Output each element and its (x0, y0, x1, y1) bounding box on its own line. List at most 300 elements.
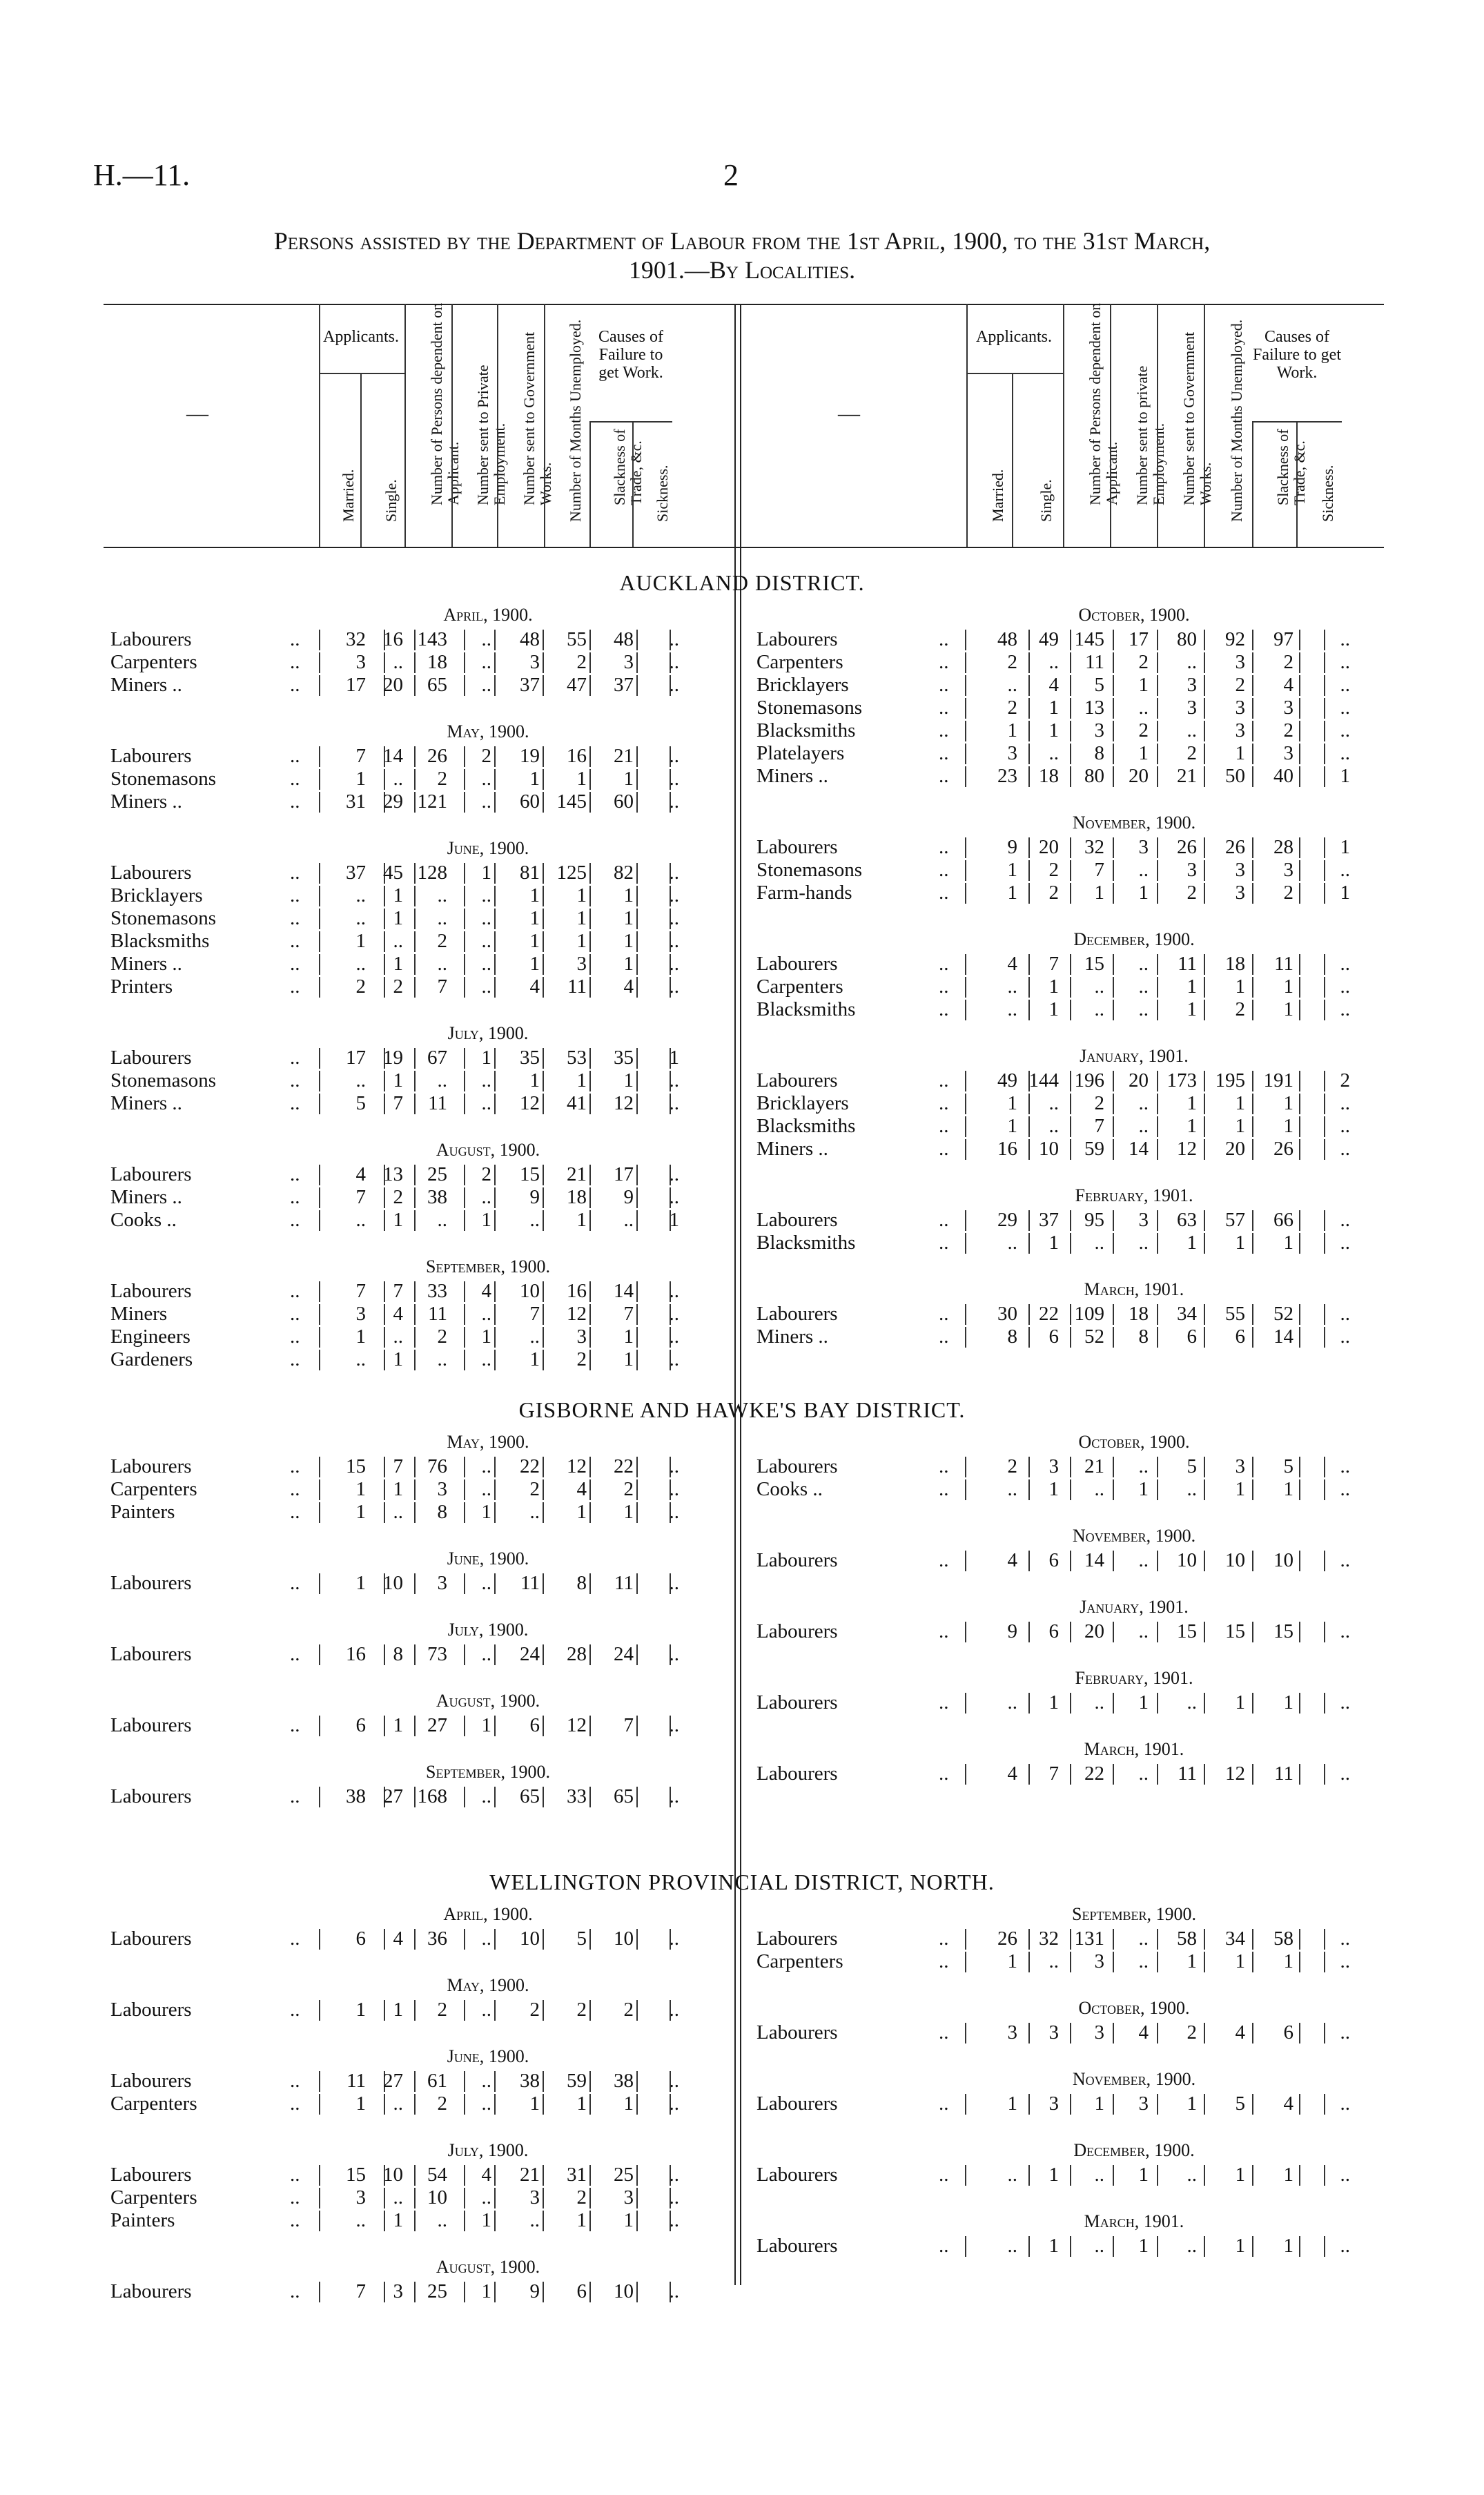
cell-rule (319, 1502, 320, 1523)
cell-value: 1 (1007, 859, 1017, 881)
cell-value: 59 (1084, 1138, 1104, 1160)
cell-value: 1 (1187, 1232, 1197, 1254)
table-row (0, 1303, 1484, 1326)
cell-value: .. (1094, 975, 1104, 998)
cell-value: 9 (1007, 1620, 1017, 1642)
cell-rule (1299, 2236, 1300, 2257)
cell-rule (1299, 1327, 1300, 1348)
cell-value: 1 (1283, 2235, 1293, 2257)
cell-value: 49 (1039, 628, 1059, 650)
cell-value: .. (1187, 651, 1197, 673)
cell-rule (319, 1048, 320, 1069)
cell-value: .. (669, 1186, 679, 1208)
row-leader-dots: .. (290, 1928, 300, 1950)
row-label: Bricklayers (756, 1092, 849, 1114)
table-row (0, 1950, 1484, 1973)
cell-value: 2 (576, 651, 587, 673)
month-heading (319, 1904, 657, 1925)
cell-value: 9 (529, 2280, 540, 2302)
row-leader-dots: .. (290, 1501, 300, 1523)
cell-rule (1299, 1000, 1300, 1020)
row-leader-dots: .. (939, 674, 949, 696)
cell-value: 2 (1007, 697, 1017, 719)
table-row (0, 1691, 1484, 1714)
cell-value: 22 (1084, 1763, 1104, 1785)
month-heading-text: May, 1900. (447, 1975, 529, 1995)
row-leader-dots: .. (290, 1643, 300, 1665)
row-leader-dots: .. (939, 1138, 949, 1160)
cell-value: .. (1007, 975, 1017, 998)
cell-value: 145 (556, 790, 587, 813)
header-government-label-right: Number sent to Government Works. (1180, 331, 1214, 505)
cell-value: 1 (1235, 1115, 1245, 1137)
cell-value: 1 (393, 1209, 403, 1231)
header-private-label-right: Number sent to private Employment. (1133, 365, 1167, 505)
row-leader-dots: .. (290, 2070, 300, 2092)
cell-value: 3 (1235, 651, 1245, 673)
cell-value: 1 (1187, 1950, 1197, 1972)
row-leader-dots: .. (939, 1950, 949, 1972)
cell-value: 1 (355, 2093, 366, 2115)
cell-value: 3 (355, 651, 366, 673)
cell-rule (1299, 652, 1300, 673)
cell-value: 1 (1048, 719, 1059, 741)
cell-value: 1 (481, 1501, 491, 1523)
cell-value: .. (393, 651, 403, 673)
cell-value: 22 (520, 1455, 540, 1477)
row-leader-dots: .. (290, 768, 300, 790)
causes-underline-right (1252, 421, 1342, 423)
cell-rule (965, 977, 966, 998)
cell-value: .. (1007, 1478, 1017, 1500)
table-row (0, 719, 1484, 742)
cell-value: 1 (1235, 975, 1245, 998)
cell-value: 16 (567, 1280, 587, 1302)
cell-value: 26 (427, 745, 447, 767)
cell-value: 1 (623, 1069, 634, 1091)
month-heading-text: September, 1900. (426, 1256, 550, 1276)
cell-rule (1299, 1233, 1300, 1254)
cell-value: .. (1138, 953, 1149, 975)
cell-value: 20 (1129, 1069, 1149, 1091)
cell-value: 18 (1225, 953, 1245, 975)
cell-value: 7 (355, 2280, 366, 2302)
cell-value: 1 (576, 2093, 587, 2115)
cell-value: 2 (1235, 674, 1245, 696)
cell-value: 2 (437, 1326, 447, 1348)
cell-value: 22 (614, 1455, 634, 1477)
cell-rule (965, 630, 966, 650)
month-heading-text: August, 1900. (436, 1691, 540, 1711)
cell-value: 1 (1283, 1115, 1293, 1137)
header-causes: Causes of Failure to get Work. (598, 328, 663, 382)
row-leader-dots: .. (290, 2186, 300, 2208)
cell-value: 1 (1007, 1115, 1017, 1137)
cell-value: .. (437, 2209, 447, 2231)
cell-value: .. (481, 953, 491, 975)
cell-value: 1 (529, 930, 540, 952)
cell-rule (1299, 1479, 1300, 1500)
row-label: Labourers (110, 1714, 192, 1736)
cell-value: 1 (1235, 1950, 1245, 1972)
cell-value: .. (669, 2093, 679, 2115)
row-leader-dots: .. (939, 1763, 949, 1785)
cell-value: 10 (1273, 1549, 1293, 1571)
cell-value: 1 (393, 1348, 403, 1370)
row-leader-dots: .. (290, 1280, 300, 1302)
cell-value: 50 (1225, 765, 1245, 787)
row-leader-dots: .. (939, 1455, 949, 1477)
row-label: Cooks .. (110, 1209, 177, 1231)
cell-value: 6 (1235, 1326, 1245, 1348)
cell-value: .. (481, 1092, 491, 1114)
row-leader-dots: .. (939, 2093, 949, 2115)
header-applicants-right: Applicants. (976, 328, 1052, 346)
cell-value: 20 (1084, 1620, 1104, 1642)
cell-value: .. (529, 1501, 540, 1523)
cell-value: 28 (1273, 836, 1293, 858)
cell-value: .. (1187, 1478, 1197, 1500)
cell-value: 3 (1283, 697, 1293, 719)
row-label: Stonemasons (110, 907, 217, 929)
cell-value: 38 (427, 1186, 447, 1208)
cell-value: 1 (623, 1501, 634, 1523)
cell-value: 1 (1138, 674, 1149, 696)
cell-value: 33 (427, 1280, 447, 1302)
cell-value: 53 (567, 1047, 587, 1069)
row-label: Painters (110, 1501, 175, 1523)
row-leader-dots: .. (290, 1999, 300, 2021)
table-row (0, 975, 1484, 998)
row-leader-dots: .. (939, 882, 949, 904)
cell-value: .. (1138, 1455, 1149, 1477)
cell-value: 4 (529, 975, 540, 998)
cell-value: .. (437, 1348, 447, 1370)
cell-value: 1 (1138, 2235, 1149, 2257)
cell-value: 9 (623, 1186, 634, 1208)
cell-value: 3 (355, 1303, 366, 1325)
cell-value: 29 (383, 790, 403, 813)
row-leader-dots: .. (939, 765, 949, 787)
table-row (0, 1763, 1484, 1785)
cell-rule (965, 2165, 966, 2186)
month-heading-text: January, 1901. (1080, 1597, 1189, 1617)
cell-value: 2 (481, 1163, 491, 1185)
cell-rule (319, 1350, 320, 1370)
cell-value: 7 (529, 1303, 540, 1325)
cell-value: .. (1048, 1092, 1059, 1114)
cell-value: 1 (576, 930, 587, 952)
cell-value: 3 (529, 2186, 540, 2208)
row-label: Labourers (110, 862, 192, 884)
cell-value: 3 (1235, 859, 1245, 881)
cell-value: 11 (520, 1572, 540, 1594)
cell-value: 195 (1215, 1069, 1245, 1091)
table-row (0, 697, 1484, 719)
row-label: Labourers (110, 2070, 192, 2092)
cell-value: 41 (567, 1092, 587, 1114)
row-leader-dots: .. (939, 836, 949, 858)
cell-value: 121 (417, 790, 447, 813)
cell-value: 3 (1048, 1455, 1059, 1477)
month-heading-text: February, 1901. (1075, 1185, 1193, 1205)
cell-rule (1299, 766, 1300, 787)
row-label: Labourers (756, 2021, 838, 2043)
cell-value: 1 (1187, 975, 1197, 998)
cell-rule (319, 792, 320, 813)
cell-value: 3 (1283, 742, 1293, 764)
cell-value: 2 (1094, 1092, 1104, 1114)
cell-value: 168 (417, 1785, 447, 1807)
cell-value: 25 (427, 1163, 447, 1185)
cell-value: .. (393, 1326, 403, 1348)
cell-value: 38 (346, 1785, 366, 1807)
cell-rule (1299, 1139, 1300, 1160)
cell-rule (319, 1281, 320, 1302)
header-bottom-rule (104, 547, 1384, 548)
col-government-header-right (1157, 304, 1214, 547)
month-heading (319, 1432, 657, 1453)
cell-value: 12 (567, 1714, 587, 1736)
row-leader-dots: .. (939, 742, 949, 764)
cell-value: .. (1340, 2235, 1350, 2257)
cell-value: 3 (1235, 719, 1245, 741)
cell-value: 37 (1039, 1209, 1059, 1231)
cell-value: 3 (1048, 2021, 1059, 2043)
cell-value: 7 (355, 1186, 366, 1208)
cell-value: 4 (1138, 2021, 1149, 2043)
cell-value: 10 (520, 1280, 540, 1302)
cell-value: 1 (481, 1047, 491, 1069)
cell-value: .. (669, 790, 679, 813)
cell-value: 13 (1084, 697, 1104, 719)
row-label: Labourers (110, 2280, 192, 2302)
cell-value: .. (669, 1326, 679, 1348)
cell-value: .. (1048, 1115, 1059, 1137)
cell-rule (965, 1304, 966, 1325)
cell-value: 1 (669, 1209, 679, 1231)
cell-value: .. (1340, 742, 1350, 764)
cell-rule (1299, 721, 1300, 741)
header-dash: — (186, 400, 208, 425)
cell-value: 14 (1084, 1549, 1104, 1571)
cell-value: 3 (1094, 719, 1104, 741)
month-heading-text: July, 1900. (447, 1023, 529, 1043)
row-leader-dots: .. (939, 1069, 949, 1091)
month-heading-text: August, 1900. (436, 1140, 540, 1160)
cell-value: 1 (576, 1209, 587, 1231)
cell-value: 1 (1283, 975, 1293, 998)
row-leader-dots: .. (939, 859, 949, 881)
cell-rule (965, 1479, 966, 1500)
district-title: GISBORNE AND HAWKE'S BAY DISTRICT. (518, 1397, 966, 1422)
cell-value: .. (1007, 2235, 1017, 2257)
table-row (0, 1572, 1484, 1595)
cell-value: 11 (1178, 1763, 1197, 1785)
cell-value: 21 (1084, 1455, 1104, 1477)
row-leader-dots: .. (290, 674, 300, 696)
row-leader-dots: .. (290, 1092, 300, 1114)
cell-value: 31 (346, 790, 366, 813)
month-heading-text: January, 1901. (1080, 1046, 1189, 1066)
cell-rule (1299, 1094, 1300, 1114)
cell-value: .. (1094, 2235, 1104, 2257)
cell-value: 2 (1283, 651, 1293, 673)
cell-value: 1 (393, 1714, 403, 1736)
cell-value: 1 (1048, 2164, 1059, 2186)
cell-value: 26 (1225, 836, 1245, 858)
cell-value: .. (1138, 975, 1149, 998)
cell-rule (965, 675, 966, 696)
cell-value: 15 (1177, 1620, 1197, 1642)
cell-value: .. (1187, 1691, 1197, 1714)
cell-value: 48 (997, 628, 1017, 650)
row-label: Miners .. (110, 1186, 182, 1208)
month-heading (965, 1185, 1303, 1206)
cell-value: 1 (576, 884, 587, 906)
cell-rule (1299, 1551, 1300, 1571)
cell-value: 1 (1340, 765, 1350, 787)
cell-value: 65 (520, 1785, 540, 1807)
month-heading (319, 2140, 657, 2161)
cell-value: 1 (1283, 1950, 1293, 1972)
cell-value: 1 (623, 884, 634, 906)
row-label: Labourers (756, 628, 838, 650)
cell-rule (1299, 630, 1300, 650)
row-label: Labourers (756, 953, 838, 975)
cell-value: 2 (1283, 882, 1293, 904)
row-leader-dots: .. (290, 790, 300, 813)
cell-rule (319, 909, 320, 929)
cell-value: 6 (1187, 1326, 1197, 1348)
cell-value: 196 (1074, 1069, 1104, 1091)
cell-value: .. (481, 1785, 491, 1807)
row-leader-dots: .. (939, 2164, 949, 2186)
cell-value: 5 (1283, 1455, 1293, 1477)
cell-value: 26 (1273, 1138, 1293, 1160)
month-heading (319, 1023, 657, 1044)
cell-value: 8 (1138, 1326, 1149, 1348)
cell-value: .. (669, 2209, 679, 2231)
cell-value: .. (1187, 2235, 1197, 2257)
cell-value: 1 (393, 907, 403, 929)
cell-value: 12 (567, 1455, 587, 1477)
col-single-header (360, 373, 404, 547)
cell-value: 2 (576, 1348, 587, 1370)
cell-value: .. (669, 975, 679, 998)
table-row (0, 1232, 1484, 1254)
cell-value: .. (1340, 998, 1350, 1020)
row-label: Labourers (110, 1928, 192, 1950)
cell-value: .. (669, 1303, 679, 1325)
table-row (0, 953, 1484, 975)
page-title (104, 226, 1380, 284)
row-label: Labourers (756, 2093, 838, 2115)
cell-value: 15 (1084, 953, 1104, 975)
month-heading (319, 2046, 657, 2067)
cell-value: 3 (1187, 674, 1197, 696)
cell-rule (1299, 2023, 1300, 2043)
cell-rule (319, 1187, 320, 1208)
table-header-left (104, 304, 734, 547)
cell-value: 2 (1340, 1069, 1350, 1091)
cell-value: 3 (1235, 882, 1245, 904)
cell-value: 1 (576, 907, 587, 929)
cell-value: .. (437, 953, 447, 975)
cell-value: 48 (520, 628, 540, 650)
cell-value: 2 (1187, 2021, 1197, 2043)
row-label: Labourers (756, 1928, 838, 1950)
header-married-label: Married. (340, 469, 357, 522)
cell-value: .. (355, 1348, 366, 1370)
cell-value: 12 (1225, 1763, 1245, 1785)
cell-value: 1 (1007, 1092, 1017, 1114)
row-label: Labourers (756, 1620, 838, 1642)
month-heading (965, 1597, 1303, 1618)
row-label: Miners .. (756, 765, 828, 787)
title-line-1: Persons assisted by the Department of Labour from the 1st April, 1900, to the 31st March, (273, 227, 1211, 255)
cell-value: 7 (437, 975, 447, 998)
cell-rule (1299, 954, 1300, 975)
cell-value: 1 (481, 862, 491, 884)
cell-value: .. (1138, 1549, 1149, 1571)
cell-value: .. (481, 1999, 491, 2021)
cell-value: 3 (1138, 836, 1149, 858)
cell-value: .. (481, 1478, 491, 1500)
cell-value: 1 (1007, 1950, 1017, 1972)
cell-rule (965, 652, 966, 673)
cell-value: .. (669, 1928, 679, 1950)
cell-value: 1 (1340, 836, 1350, 858)
cell-value: 16 (567, 745, 587, 767)
cell-value: 40 (1273, 765, 1293, 787)
cell-value: 6 (1048, 1549, 1059, 1571)
header-single-label: Single. (382, 479, 400, 522)
row-leader-dots: .. (290, 1069, 300, 1091)
cell-value: 28 (567, 1643, 587, 1665)
header-married-label-right: Married. (989, 469, 1006, 522)
cell-value: .. (481, 1455, 491, 1477)
header-months-label-right: Number of Months Unemployed. (1228, 319, 1245, 522)
row-label: Labourers (110, 1785, 192, 1807)
table-row (0, 1092, 1484, 1115)
cell-value: 25 (614, 2164, 634, 2186)
cell-value: .. (1340, 975, 1350, 998)
cell-value: 1 (1048, 998, 1059, 1020)
header-private-label: Number sent to Private Employment. (474, 365, 508, 505)
cell-value: .. (393, 2186, 403, 2208)
row-leader-dots: .. (290, 1714, 300, 1736)
row-leader-dots: .. (290, 2164, 300, 2186)
cell-value: 2 (1235, 998, 1245, 1020)
cell-value: 5 (576, 1928, 587, 1950)
cell-value: 7 (393, 1455, 403, 1477)
month-heading-text: July, 1900. (447, 2140, 529, 2160)
cell-value: .. (1094, 1232, 1104, 1254)
cell-value: .. (669, 651, 679, 673)
cell-value: .. (437, 1209, 447, 1231)
row-label: Gardeners (110, 1348, 193, 1370)
cell-value: .. (1340, 1763, 1350, 1785)
month-heading (319, 1975, 657, 1996)
cell-value: 1 (393, 884, 403, 906)
cell-value: 2 (1048, 882, 1059, 904)
cell-value: .. (355, 907, 366, 929)
month-heading-text: October, 1900. (1078, 1432, 1190, 1452)
cell-value: 2 (437, 768, 447, 790)
cell-value: 20 (1129, 765, 1149, 787)
cell-rule (1299, 744, 1300, 764)
